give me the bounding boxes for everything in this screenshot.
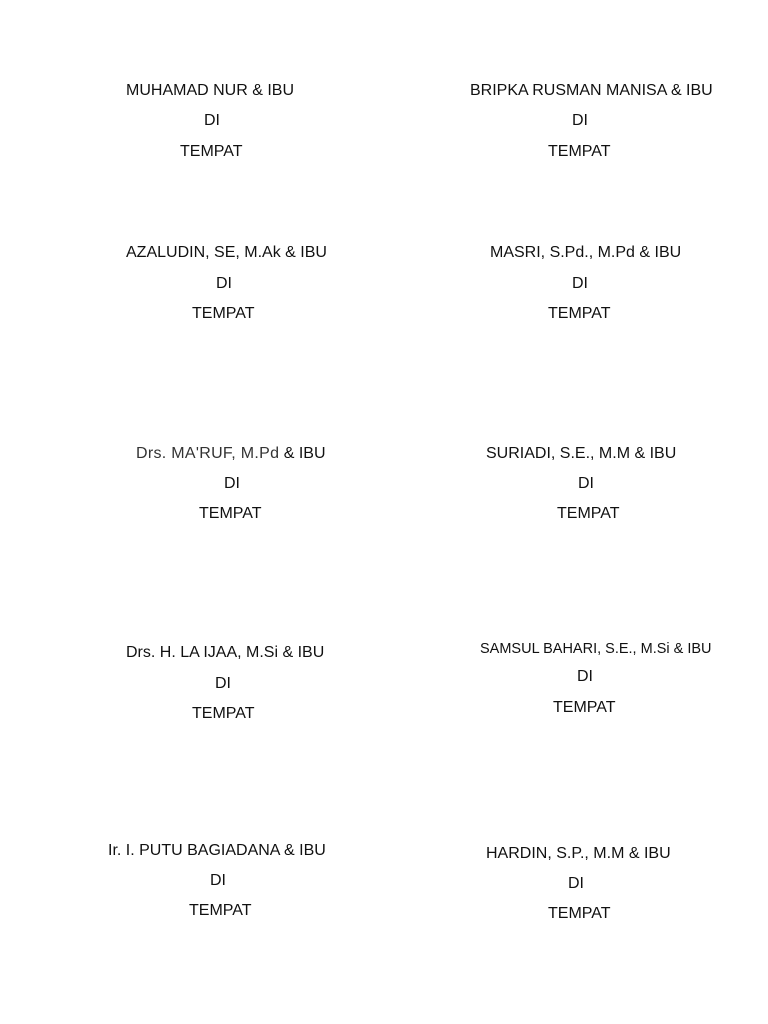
label-name: BRIPKA RUSMAN MANISA & IBU — [470, 82, 713, 99]
label-name-part-2: & IBU — [279, 445, 326, 462]
label-tempat: TEMPAT — [199, 505, 262, 522]
label-name: SURIADI, S.E., M.M & IBU — [486, 445, 677, 462]
label-di: DI — [224, 475, 240, 492]
label-tempat: TEMPAT — [192, 705, 255, 722]
label-name: MASRI, S.Pd., M.Pd & IBU — [490, 244, 682, 261]
label-name-part-1: Drs. MA'RUF, M.Pd — [136, 445, 280, 462]
label-di: DI — [204, 112, 220, 129]
label-di: DI — [572, 275, 588, 292]
label-name: HARDIN, S.P., M.M & IBU — [486, 845, 671, 862]
label-name: Ir. I. PUTU BAGIADANA & IBU — [108, 842, 326, 859]
label-di: DI — [215, 675, 231, 692]
label-di: DI — [568, 875, 584, 892]
label-tempat: TEMPAT — [192, 305, 255, 322]
label-di: DI — [577, 668, 593, 685]
label-name: SAMSUL BAHARI, S.E., M.Si & IBU — [480, 641, 712, 657]
label-tempat: TEMPAT — [548, 305, 611, 322]
label-name: AZALUDIN, SE, M.Ak & IBU — [126, 244, 327, 261]
label-di: DI — [578, 475, 594, 492]
label-tempat: TEMPAT — [557, 505, 620, 522]
label-di: DI — [210, 872, 226, 889]
label-tempat: TEMPAT — [180, 143, 243, 160]
label-tempat: TEMPAT — [553, 699, 616, 716]
label-tempat: TEMPAT — [189, 902, 252, 919]
label-tempat: TEMPAT — [548, 143, 611, 160]
label-name — [136, 445, 326, 463]
label-name: Drs. H. LA IJAA, M.Si & IBU — [126, 644, 325, 661]
label-di: DI — [216, 275, 232, 292]
label-di: DI — [572, 112, 588, 129]
label-tempat: TEMPAT — [548, 905, 611, 922]
label-name: MUHAMAD NUR & IBU — [126, 82, 295, 99]
